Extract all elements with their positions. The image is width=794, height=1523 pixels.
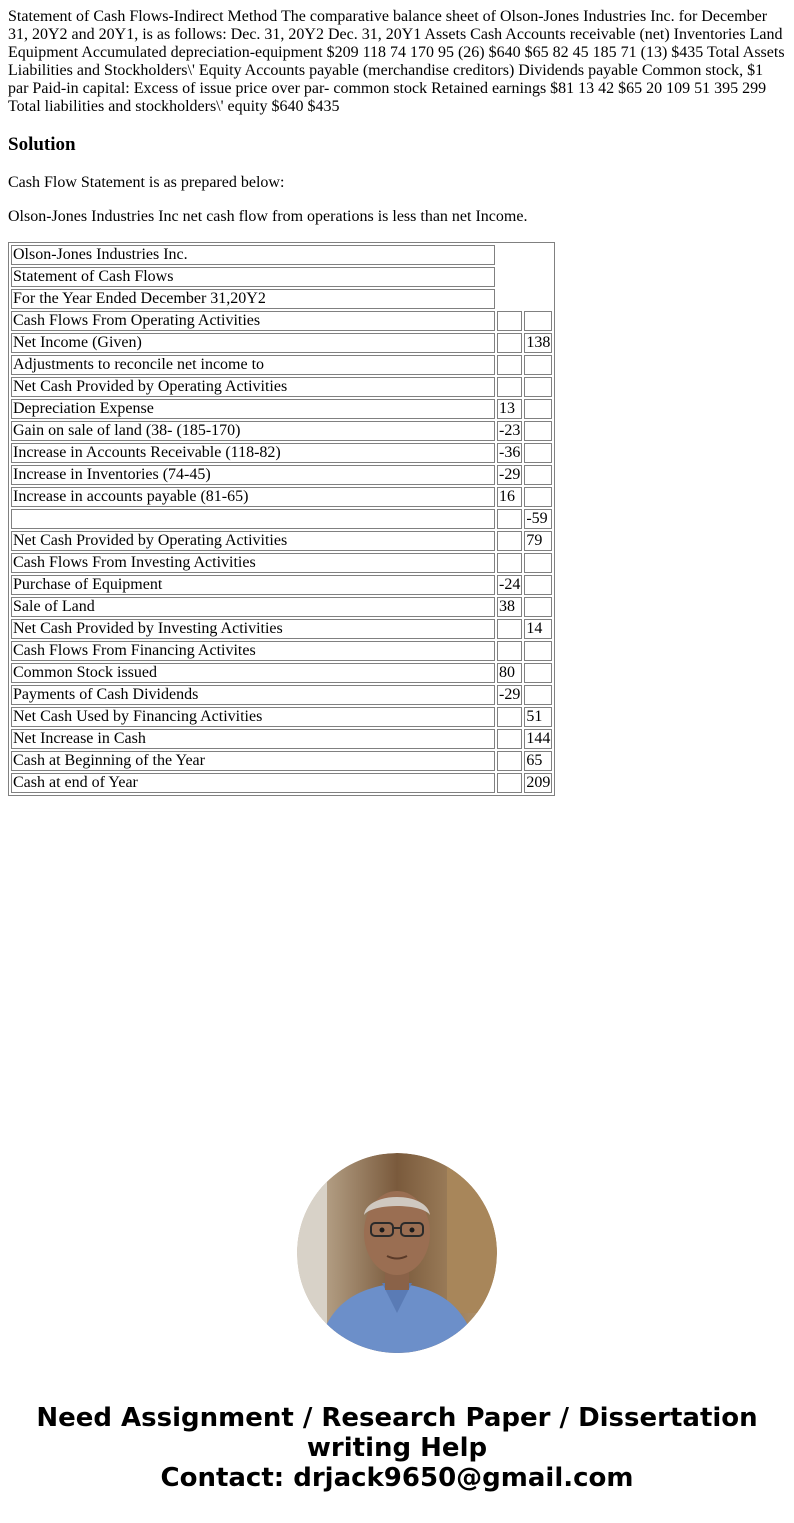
row-amount-cell: -36 [499,444,521,461]
row-total-cell [524,399,552,419]
row-label-cell: Net Income (Given) [11,333,495,353]
row-amount-cell: 38 [497,597,522,617]
row-amount-cell: 80 [497,663,522,683]
row-total-cell [524,685,552,705]
table-row [11,465,552,485]
row-total-cell: 14 [524,619,552,639]
row-total-cell: 144 [526,730,551,747]
table-row [11,575,552,595]
question-text: Statement of Cash Flows-Indirect Method The comparative balance sheet of Olson-Jones Industries Inc. for December 31, 20Y2 and 20Y1, is as follows: Dec. 31, 20Y2 Dec. 31, 20Y1 Assets Cash Accounts receivable (net) Inventories Land Equipment Accumulated depreciation-equipment $209 118 74 170 95 (26) $640 $65 82 45 185 71 (13) $435 Total Assets Liabilities and Stockholders\' Equity Accounts payable (merchandise creditors) Dividends payable Common stock, $1 par Paid-in capital: Excess of issue price over par- common stock Retained earnings $81 13 42 $65 20 109 51 395 299 Total liabilities and stockholders\' equity $640 $435 [8,8,785,115]
row-amount-cell: -29 [499,686,521,703]
table-row [11,729,552,749]
table-row [11,707,552,727]
row-label-cell: Net Cash Provided by Operating Activities [11,377,495,397]
row-amount-cell [497,355,522,375]
row-total-cell [524,377,552,397]
row-label-cell: Increase in accounts payable (81-65) [11,487,495,507]
table-row [11,553,552,573]
solution-intro: Cash Flow Statement is as prepared below: [8,174,285,191]
row-label-cell [11,509,495,529]
row-label-cell: Payments of Cash Dividends [11,685,495,705]
table-row [11,685,552,705]
row-label-cell: Net Increase in Cash [11,729,495,749]
table-title-row [11,245,552,265]
author-avatar [297,1153,497,1353]
solution-conclusion: Olson-Jones Industries Inc net cash flow from operations is less than net Income. [8,208,528,225]
row-amount-cell [497,641,522,661]
row-amount-cell: 13 [497,399,522,419]
row-label-cell: Increase in Accounts Receivable (118-82) [11,443,495,463]
row-amount-cell [497,311,522,331]
promo-line-2: writing Help [306,1433,488,1463]
table-row [11,751,552,771]
table-row [11,421,552,441]
row-total-cell: 51 [524,707,552,727]
table-title-row [11,267,552,287]
row-total-cell: 65 [524,751,552,771]
row-total-cell [524,443,552,463]
row-label-cell: Adjustments to reconcile net income to [11,355,495,375]
table-row [11,531,552,551]
row-amount-cell [497,619,522,639]
row-label-cell: Sale of Land [11,597,495,617]
company-name-cell: Olson-Jones Industries Inc. [11,245,495,265]
row-total-cell [524,355,552,375]
promo-line-1: Need Assignment / Research Paper / Dissertation [36,1403,758,1433]
row-total-cell [524,311,552,331]
cash-flow-table [8,242,555,796]
table-row [11,377,552,397]
row-total-cell: -59 [524,509,552,529]
row-amount-cell [497,729,522,749]
row-total-cell [524,465,552,485]
row-label-cell: Cash Flows From Investing Activities [11,553,495,573]
row-total-cell: 138 [526,334,551,351]
promo-contact: Contact: drjack9650@gmail.com [160,1463,634,1493]
row-total-cell [524,597,552,617]
row-amount-cell [497,707,522,727]
row-amount-cell [497,773,522,793]
row-total-cell [524,553,552,573]
row-total-cell [524,575,552,595]
row-label-cell: Net Cash Provided by Investing Activities [11,619,495,639]
row-amount-cell [497,553,522,573]
row-total-cell [524,663,552,683]
row-label-cell: Depreciation Expense [11,399,495,419]
table-row [11,619,552,639]
table-row [11,597,552,617]
row-label-cell: Net Cash Used by Financing Activities [11,707,495,727]
table-row [11,509,552,529]
solution-heading: Solution [8,134,76,155]
promo-banner [0,1403,794,1493]
portrait-image [297,1153,497,1353]
row-amount-cell [497,377,522,397]
row-total-cell [524,487,552,507]
row-total-cell [524,421,552,441]
row-label-cell: Common Stock issued [11,663,495,683]
row-total-cell [524,641,552,661]
row-amount-cell: -24 [499,576,521,593]
table-row [11,773,552,793]
period-cell: For the Year Ended December 31,20Y2 [11,289,495,309]
table-row [11,443,552,463]
row-amount-cell: -29 [499,466,521,483]
row-label-cell: Cash Flows From Financing Activites [11,641,495,661]
row-label-cell: Cash at end of Year [11,773,495,793]
table-row [11,355,552,375]
row-label-cell: Increase in Inventories (74-45) [11,465,495,485]
table-row [11,311,552,331]
row-amount-cell [497,333,522,353]
row-amount-cell: -23 [499,422,521,439]
row-amount-cell [497,531,522,551]
statement-title-cell: Statement of Cash Flows [11,267,495,287]
row-total-cell: 209 [526,774,551,791]
table-row [11,333,552,353]
table-row [11,399,552,419]
row-amount-cell [497,751,522,771]
row-label-cell: Gain on sale of land (38- (185-170) [11,421,495,441]
row-amount-cell [497,509,522,529]
row-label-cell: Net Cash Provided by Operating Activities [11,531,495,551]
row-label-cell: Cash Flows From Operating Activities [11,311,495,331]
table-row [11,663,552,683]
row-label-cell: Cash at Beginning of the Year [11,751,495,771]
row-total-cell: 79 [524,531,552,551]
table-row [11,641,552,661]
row-label-cell: Purchase of Equipment [11,575,495,595]
row-amount-cell: 16 [497,487,522,507]
promo-section [0,1153,794,1493]
table-row [11,487,552,507]
table-title-row [11,289,552,309]
